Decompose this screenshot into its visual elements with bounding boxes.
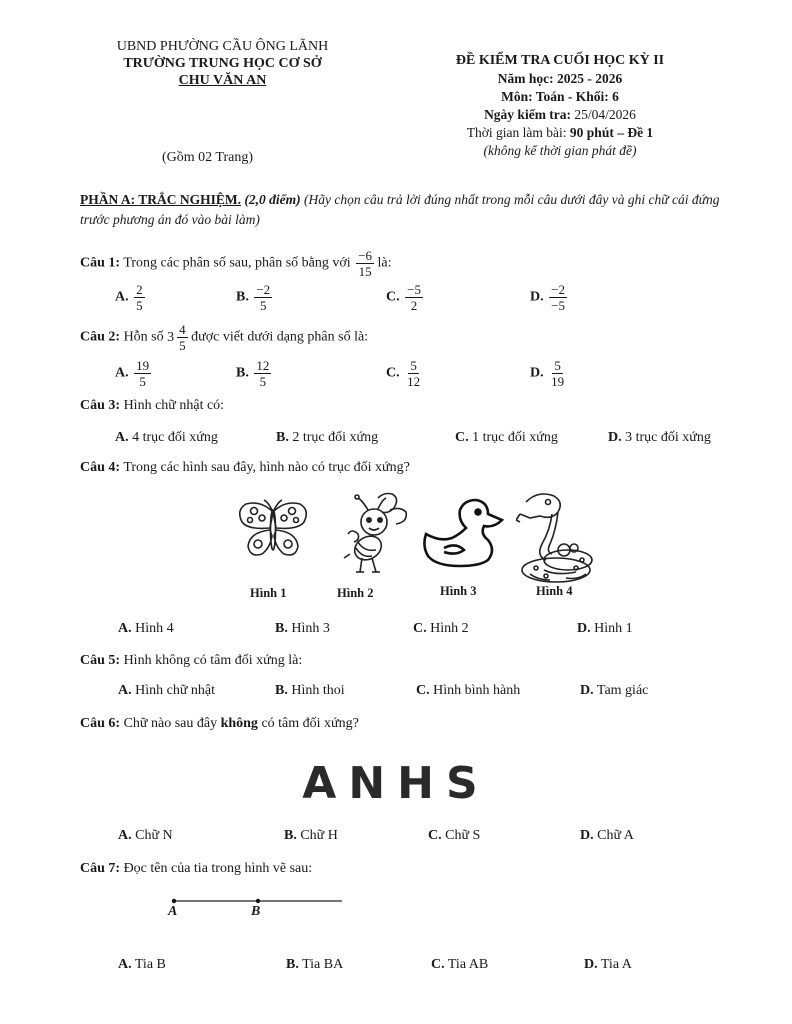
bee-icon bbox=[338, 492, 410, 578]
q1-option-c[interactable]: C. $\frac{-5}{2}$ bbox=[386, 282, 421, 313]
letters-figure: ANHS bbox=[302, 758, 490, 809]
question-4: Câu 4: Trong các hình sau đây, hình nào có trục đối xứng? bbox=[80, 460, 410, 475]
butterfly-icon bbox=[236, 498, 310, 562]
question-1: Câu 1: Trong các phân số sau, phân số bằng với $\frac{-6}{15}$ là: bbox=[80, 248, 392, 279]
question-3: Câu 3: Hình chữ nhật có: bbox=[80, 398, 225, 413]
exam-header bbox=[430, 52, 690, 160]
district-name: UBND PHƯỜNG CẦU ÔNG LÃNH bbox=[116, 39, 329, 54]
q2-option-a[interactable]: A. $\frac{19}{5}$ bbox=[115, 358, 150, 389]
q7-option-b[interactable]: B. Tia BA bbox=[286, 957, 344, 972]
q2-mixed-number: 3 $\frac{4}{5}$ bbox=[167, 322, 186, 353]
page-count: (Gồm 02 Trang) bbox=[162, 150, 254, 165]
question-7: Câu 7: Đọc tên của tia trong hình vẽ sau: bbox=[80, 861, 313, 876]
q5-option-b[interactable]: B. Hình thoi bbox=[275, 683, 345, 698]
question-6: Câu 6: Chữ nào sau đây không có tâm đối xứng? bbox=[80, 716, 359, 731]
q2-option-c[interactable]: C. $\frac{5}{12}$ bbox=[386, 358, 421, 389]
school-header bbox=[90, 38, 355, 89]
q6-option-b[interactable]: B. Chữ H bbox=[284, 828, 338, 843]
q3-option-b[interactable]: B. 2 trục đối xứng bbox=[276, 430, 379, 445]
q1-option-b[interactable]: B. $\frac{-2}{5}$ bbox=[236, 282, 271, 313]
q5-option-d[interactable]: D. Tam giác bbox=[580, 683, 649, 698]
q1-option-d[interactable]: D. $\frac{-2}{-5}$ bbox=[530, 282, 565, 313]
q2-option-b[interactable]: B. $\frac{12}{5}$ bbox=[236, 358, 270, 389]
question-5: Câu 5: Hình không có tâm đối xứng là: bbox=[80, 653, 303, 668]
q6-option-a[interactable]: A. Chữ N bbox=[118, 828, 173, 843]
school-year: Năm học: 2025 - 2026 bbox=[497, 71, 623, 86]
part-a-title: PHẦN A: TRẮC NGHIỆM. bbox=[80, 192, 242, 207]
part-a-points: (2,0 điểm) bbox=[244, 192, 301, 207]
duck-icon bbox=[422, 498, 504, 568]
snake-icon bbox=[516, 490, 598, 586]
q6-option-d[interactable]: D. Chữ A bbox=[580, 828, 634, 843]
q4-option-d[interactable]: D. Hình 1 bbox=[577, 621, 633, 636]
part-a-instruction: (Hãy chọn câu trả lời đúng nhất trong mỗi câu dưới đây và ghi chữ cái đứng trước phương án đó vào bài làm) bbox=[80, 192, 720, 227]
subject-grade: Môn: Toán - Khối: 6 bbox=[501, 89, 619, 104]
exam-duration: Thời gian làm bài: 90 phút – Đề 1 bbox=[466, 125, 654, 140]
figure-2-caption: Hình 2 bbox=[337, 586, 374, 600]
part-a-heading bbox=[80, 190, 740, 230]
point-b-label: B bbox=[251, 904, 261, 919]
duration-note: (không kể thời gian phát đề) bbox=[483, 143, 637, 158]
exam-title: ĐỀ KIỂM TRA CUỐI HỌC KỲ II bbox=[455, 53, 665, 68]
q2-option-d[interactable]: D. $\frac{5}{19}$ bbox=[530, 358, 565, 389]
q6-option-c[interactable]: C. Chữ S bbox=[428, 828, 481, 843]
question-2: Câu 2: Hỗn số 3 $\frac{4}{5}$ được viết dưới dạng phân số là: bbox=[80, 322, 369, 353]
q3-option-d[interactable]: D. 3 trục đối xứng bbox=[608, 430, 711, 445]
point-a-label: A bbox=[168, 904, 178, 919]
school-name: CHU VĂN AN bbox=[178, 73, 267, 88]
school-type: TRƯỜNG TRUNG HỌC CƠ SỞ bbox=[123, 56, 322, 71]
figure-3-caption: Hình 3 bbox=[440, 584, 477, 598]
q7-option-a[interactable]: A. Tia B bbox=[118, 957, 166, 972]
q3-option-c[interactable]: C. 1 trục đối xứng bbox=[455, 430, 558, 445]
q7-option-c[interactable]: C. Tia AB bbox=[431, 957, 489, 972]
q7-option-d[interactable]: D. Tia A bbox=[584, 957, 632, 972]
q3-option-a[interactable]: A. 4 trục đối xứng bbox=[115, 430, 218, 445]
figure-4-caption: Hình 4 bbox=[536, 584, 573, 598]
q1-fraction: $\frac{-6}{15}$ bbox=[358, 248, 373, 279]
q5-option-a[interactable]: A. Hình chữ nhật bbox=[118, 683, 216, 698]
exam-date: Ngày kiểm tra: 25/04/2026 bbox=[484, 107, 636, 122]
q4-option-b[interactable]: B. Hình 3 bbox=[275, 621, 330, 636]
figure-1-caption: Hình 1 bbox=[250, 586, 287, 600]
q4-option-c[interactable]: C. Hình 2 bbox=[413, 621, 469, 636]
q1-option-a[interactable]: A. $\frac{2}{5}$ bbox=[115, 282, 143, 313]
q5-option-c[interactable]: C. Hình bình hành bbox=[416, 683, 521, 698]
q4-option-a[interactable]: A. Hình 4 bbox=[118, 621, 174, 636]
